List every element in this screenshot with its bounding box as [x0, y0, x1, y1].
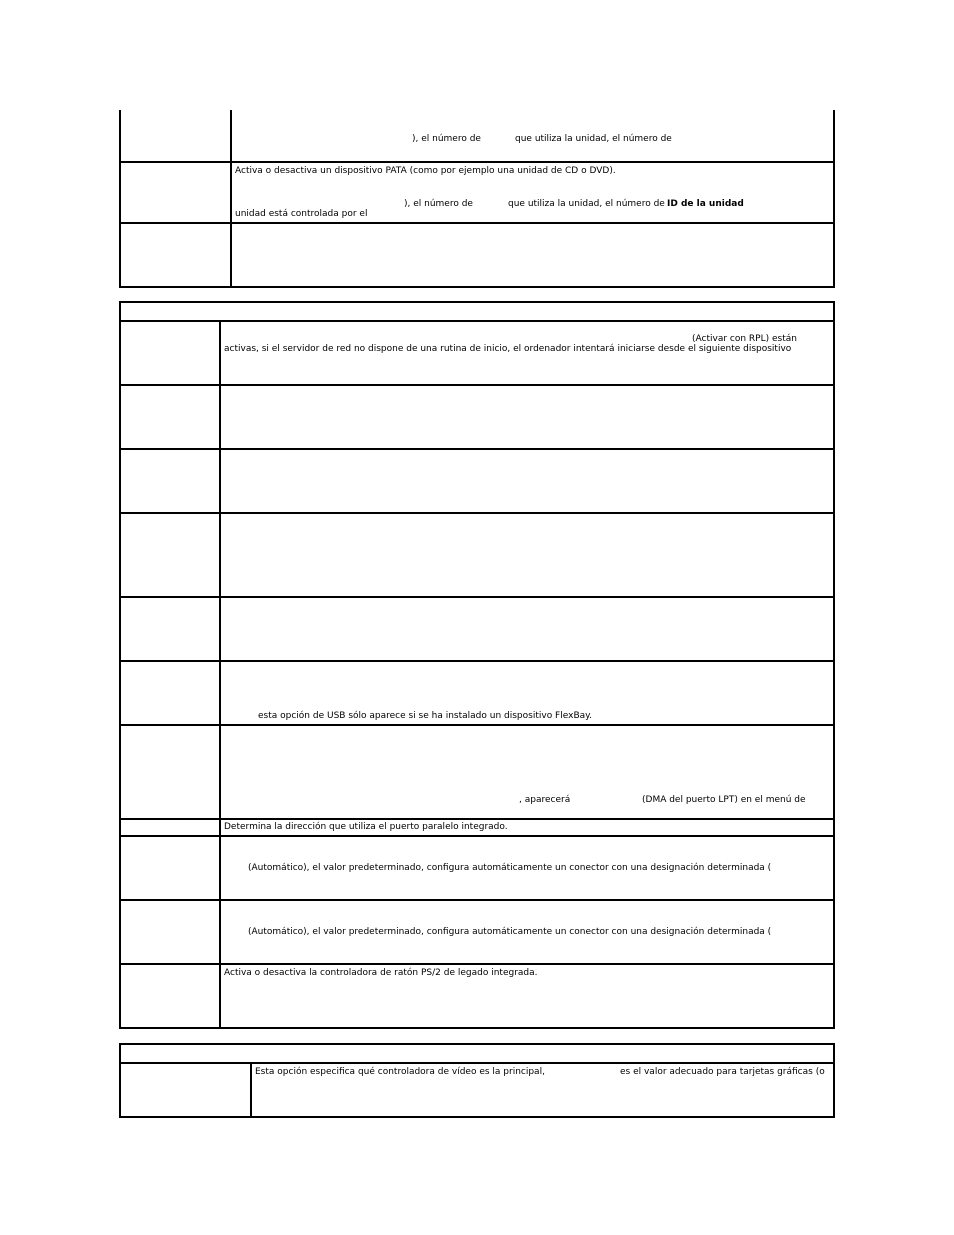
description-text: (Activar con RPL) están [692, 334, 797, 344]
table-header-cell [120, 1044, 834, 1063]
description-text: activas, si el servidor de red no dispone de una rutina de inicio, el ordenador intentará iniciarse desde el siguiente dispositivo [224, 344, 792, 354]
drives-table [119, 110, 835, 288]
option-description-cell [231, 162, 834, 223]
description-text: Esta opción especifica qué controladora de vídeo es la principal, [255, 1067, 545, 1077]
option-description-cell [220, 661, 834, 725]
description-text: Determina la dirección que utiliza el puerto paralelo integrado. [224, 822, 508, 832]
option-description-cell [251, 1063, 834, 1117]
description-text: que utiliza la unidad, el número de [515, 134, 672, 144]
drive-id-label: ID de la unidad [667, 199, 744, 209]
table-row [120, 900, 834, 964]
table-row [120, 513, 834, 597]
option-name-cell [120, 1063, 251, 1117]
description-text: es el valor adecuado para tarjetas gráficas (o [620, 1067, 825, 1077]
option-description-cell [231, 223, 834, 287]
option-description-cell [220, 725, 834, 819]
table-row [120, 819, 834, 836]
option-description-cell [220, 900, 834, 964]
option-description-cell [220, 819, 834, 836]
table-row [120, 321, 834, 385]
table-row [120, 385, 834, 449]
description-text: (DMA del puerto LPT) en el menú de [642, 795, 806, 805]
option-description-cell [220, 321, 834, 385]
table-header-cell [120, 302, 834, 321]
option-description-cell [220, 836, 834, 900]
option-name-cell [120, 513, 220, 597]
option-name-cell [120, 162, 231, 223]
description-text: unidad está controlada por el [235, 209, 368, 219]
option-description-cell [220, 513, 834, 597]
option-name-cell [120, 449, 220, 513]
table-header-row [120, 302, 834, 321]
option-name-cell [120, 661, 220, 725]
option-name-cell [120, 900, 220, 964]
usb-note-text: esta opción de USB sólo aparece si se ha instalado un dispositivo FlexBay. [258, 711, 593, 721]
description-text: ), el número de [412, 134, 481, 144]
table-row [120, 449, 834, 513]
option-name-cell [120, 725, 220, 819]
table-row [120, 725, 834, 819]
option-description-cell [220, 597, 834, 661]
description-text: (Automático), el valor predeterminado, configura automáticamente un conector con una designación determinada ( [248, 927, 772, 937]
option-name-cell [120, 223, 231, 287]
table-row [120, 1063, 834, 1117]
table-row [120, 964, 834, 1028]
table-row [120, 162, 834, 223]
option-name-cell [120, 385, 220, 449]
description-text: ), el número de [404, 199, 473, 209]
description-text: , aparecerá [519, 795, 571, 805]
option-name-cell [120, 836, 220, 900]
option-description-cell [220, 385, 834, 449]
table-row [120, 223, 834, 287]
description-text: Activa o desactiva la controladora de ratón PS/2 de legado integrada. [224, 968, 538, 978]
description-text: Activa o desactiva un dispositivo PATA (como por ejemplo una unidad de CD o DVD). [235, 166, 616, 176]
table-row [120, 661, 834, 725]
option-name-cell [120, 819, 220, 836]
option-name-cell [120, 964, 220, 1028]
option-name-cell [120, 110, 231, 162]
onboard-devices-table [119, 301, 835, 1029]
description-text: (Automático), el valor predeterminado, configura automáticamente un conector con una designación determinada ( [248, 863, 772, 873]
table-row [120, 836, 834, 900]
table-header-row [120, 1044, 834, 1063]
option-description-cell [220, 449, 834, 513]
description-text: que utiliza la unidad, el número de [508, 199, 665, 209]
option-description-cell [231, 110, 834, 162]
option-description-cell [220, 964, 834, 1028]
option-name-cell [120, 597, 220, 661]
option-name-cell [120, 321, 220, 385]
table-row [120, 597, 834, 661]
table-row [120, 110, 834, 162]
video-table [119, 1043, 835, 1118]
